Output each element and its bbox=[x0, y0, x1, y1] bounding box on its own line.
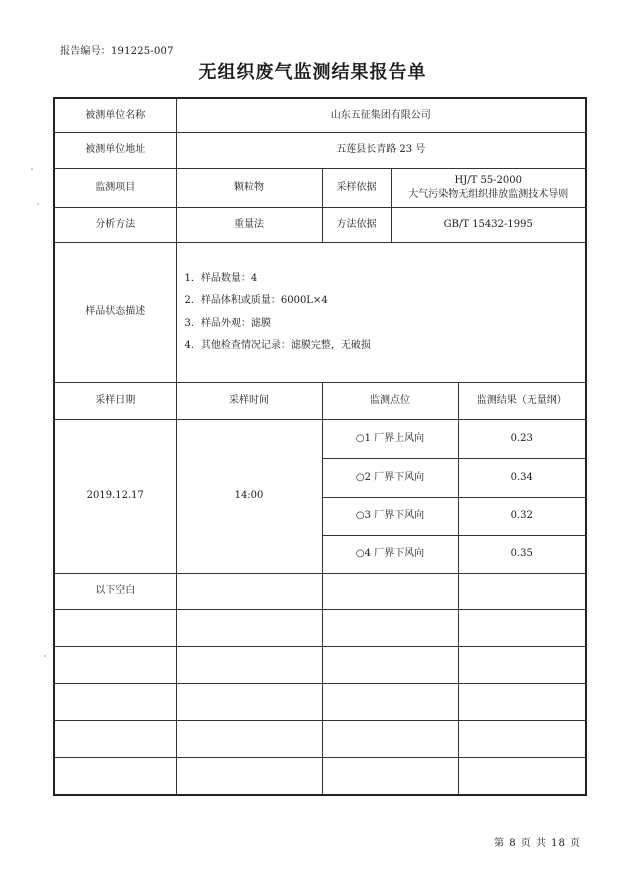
sampling-basis-code: HJ/T 55-2000 bbox=[454, 175, 522, 186]
sample-description-label: 样品状态描述 bbox=[54, 242, 176, 382]
scan-speck bbox=[44, 655, 46, 657]
monitoring-item-label: 监测项目 bbox=[54, 168, 176, 207]
analysis-method-value: 重量法 bbox=[176, 207, 322, 242]
method-basis-label: 方法依据 bbox=[322, 207, 391, 242]
table-header-row bbox=[54, 382, 586, 419]
monitoring-item-value: 颗粒物 bbox=[176, 168, 322, 207]
empty-row bbox=[54, 757, 586, 795]
unit-name-label: 被测单位名称 bbox=[54, 98, 176, 132]
point-name: ○1 厂界上风向 bbox=[322, 419, 458, 458]
sampling-time: 14:00 bbox=[176, 419, 322, 573]
sampling-basis-name: 大气污染物无组织排放监测技术导则 bbox=[408, 188, 569, 200]
page-number: 第 8 页 共 18 页 bbox=[494, 838, 581, 849]
point-name: ○4 厂界下风向 bbox=[322, 535, 458, 573]
sample-description bbox=[176, 242, 586, 382]
point-name: ○3 厂界下风向 bbox=[322, 497, 458, 535]
table-row bbox=[54, 132, 586, 168]
results-table bbox=[53, 97, 587, 796]
empty-row bbox=[54, 720, 586, 757]
point-result: 0.32 bbox=[458, 497, 586, 535]
col-header-date: 采样日期 bbox=[54, 382, 176, 419]
page-title: 无组织废气监测结果报告单 bbox=[198, 62, 427, 83]
analysis-method-label: 分析方法 bbox=[54, 207, 176, 242]
sampling-basis-value bbox=[391, 168, 586, 207]
scan-speck bbox=[31, 168, 33, 170]
empty-row bbox=[54, 683, 586, 720]
unit-address-label: 被测单位地址 bbox=[54, 132, 176, 168]
empty-row bbox=[54, 646, 586, 683]
table-row bbox=[54, 573, 586, 609]
sample-appearance: 3．样品外观：滤膜 bbox=[184, 317, 271, 329]
method-basis-value: GB/T 15432-1995 bbox=[391, 207, 586, 242]
point-result: 0.23 bbox=[458, 419, 586, 458]
sample-count: 1．样品数量：4 bbox=[184, 272, 258, 284]
sampling-date: 2019.12.17 bbox=[54, 419, 176, 573]
table-row bbox=[54, 98, 586, 132]
col-header-result: 监测结果（无量纲） bbox=[458, 382, 586, 419]
point-result: 0.34 bbox=[458, 458, 586, 497]
blank-note: 以下空白 bbox=[54, 573, 176, 609]
table-row bbox=[54, 242, 586, 382]
point-name: ○2 厂界下风向 bbox=[322, 458, 458, 497]
sample-volume: 2．样品体积或质量：6000L×4 bbox=[184, 295, 328, 306]
sampling-basis-label: 采样依据 bbox=[322, 168, 391, 207]
point-result: 0.35 bbox=[458, 535, 586, 573]
table-row bbox=[54, 419, 586, 458]
col-header-time: 采样时间 bbox=[176, 382, 322, 419]
empty-row bbox=[54, 609, 586, 646]
unit-address-value: 五莲县长青路 23 号 bbox=[176, 132, 586, 168]
unit-name-value: 山东五征集团有限公司 bbox=[176, 98, 586, 132]
scan-speck bbox=[37, 203, 39, 205]
sample-inspection-note: 4．其他检查情况记录：滤膜完整，无破损 bbox=[184, 340, 371, 351]
col-header-point: 监测点位 bbox=[322, 382, 458, 419]
table-row bbox=[54, 168, 586, 207]
report-number: 报告编号：191225-007 bbox=[60, 46, 174, 57]
table-row bbox=[54, 207, 586, 242]
